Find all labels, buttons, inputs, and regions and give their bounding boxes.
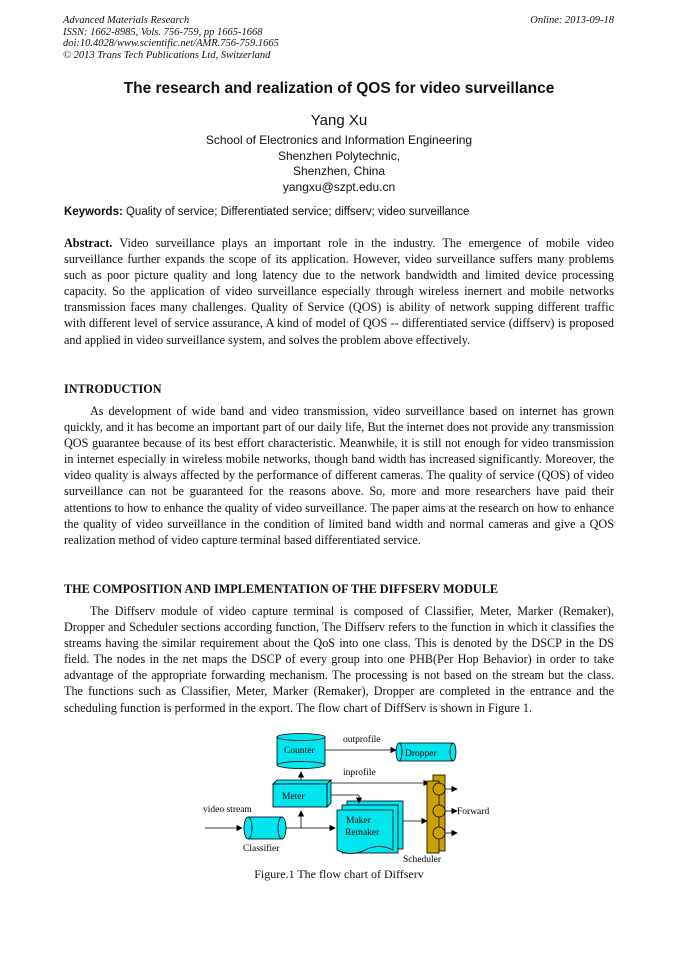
- classifier-label: Classifier: [243, 844, 280, 854]
- issn-line: ISSN: 1662-8985, Vols. 756-759, pp 1665-1668: [63, 26, 263, 38]
- author-email: yangxu@szpt.edu.cn: [282, 179, 396, 194]
- paper-title: The research and realization of QOS for video surveillance: [123, 80, 555, 97]
- maker-label: Maker: [346, 816, 371, 826]
- abstract-text: Video surveillance plays an important role in the industry. The emergence of mobile video surveillance further expands the scope of its application. However, video surveillance suffers many problems such as poor picture quality and long latency due to the network bandwidth and limited device processing capacity. So the application of video surveillance especially through wireless inernert and mobile networks transmission faces many challenges. Quality of Service (QOS) is ability of network supping different traffic with different level of service assurance, A kind of model of QOS -- differentiated service (diffserv) is proposed and applied in video surveillance system, and solves the problem above effectively.: [64, 236, 614, 347]
- copyright-line: © 2013 Trans Tech Publications Ltd, Switzerland: [63, 49, 271, 61]
- keywords: [64, 206, 469, 218]
- remaker-label: Remaker: [345, 828, 380, 838]
- counter-block: [277, 734, 325, 769]
- counter-label: Counter: [284, 746, 315, 756]
- introduction-heading: INTRODUCTION: [64, 382, 162, 396]
- abstract-label: Abstract.: [64, 236, 113, 250]
- journal-header: [63, 15, 279, 61]
- affiliation-line-1: School of Electronics and Information Engineering: [205, 133, 473, 147]
- dropper-label: Dropper: [405, 749, 437, 759]
- meter-block: [273, 780, 331, 807]
- forward-label: Forward: [457, 807, 490, 817]
- journal-name: Advanced Materials Research: [63, 15, 190, 26]
- video-stream-label: video stream: [203, 805, 252, 815]
- author-name: Yang Xu: [310, 112, 368, 129]
- keywords-text: Quality of service; Differentiated service; diffserv; video surveillance: [122, 206, 470, 218]
- scheduler-label: Scheduler: [403, 855, 441, 865]
- composition-heading: THE COMPOSITION AND IMPLEMENTATION OF THE DIFFSERV MODULE: [64, 582, 498, 596]
- affiliation-line-3: Shenzhen, China: [292, 164, 386, 178]
- keywords-label: Keywords:: [64, 206, 123, 218]
- outprofile-label: outprofile: [343, 735, 381, 745]
- figure-caption: Figure.1 The flow chart of Diffserv: [254, 867, 424, 881]
- doi-line: doi:10.4028/www.scientific.net/AMR.756-759.1665: [63, 38, 279, 49]
- inprofile-label: inprofile: [343, 768, 376, 778]
- classifier-block: [244, 817, 286, 839]
- maker-remaker-block: [337, 801, 403, 854]
- online-date: Online: 2013-09-18: [530, 15, 614, 26]
- affiliation: [0, 133, 678, 195]
- diffserv-flow-chart: [195, 733, 505, 868]
- abstract: [64, 235, 614, 348]
- scheduler-block: [427, 775, 445, 853]
- meter-label: Meter: [282, 792, 305, 802]
- introduction-text: As development of wide band and video transmission, video surveillance based on internet has grown quickly, and it has become an important part of our daily life, But the internet does not provide any transmission QOS guarantee because of its best effort characteristic. Meanwhile, it is still not enough for video transmission in internet especially in wireless mobile networks, though band width has increased significantly. Moreover, the video quality is always affected by the performance of different cameras. The quality of service (QOS) of video surveillance can not be guaranteed for the reasons above. So, more and more researchers have paid their attentions to how to enhance the quality of video surveillance. The paper aims at the research on how to enhance the quality of video surveillance in the condition of limited band width and normal cameras and give a QOS realization method of video capture terminal based differentiated service.: [64, 404, 614, 547]
- dropper-block: [396, 743, 456, 761]
- affiliation-line-2: Shenzhen Polytechnic,: [277, 148, 401, 163]
- composition-text: The Diffserv module of video capture terminal is composed of Classifier, Meter, Marker (Remaker), Dropper and Scheduler sections according function, The Diffserv refers to the function in which it classifies the streams having the similar requirement about the QoS into one class. This is denoted by the DSCP in the DS field. The nodes in the net maps the DSCP of every group into one PHB(Per Hop Behavior) in order to take advantage of the appropriate forwarding mechanism. The processing is not based on the stream but the class. The functions such as Classifier, Meter, Marker (Remaker), Dropper are completed in the entrance and the scheduling function is performed in the export. The flow chart of DiffServ is shown in Figure 1.: [64, 604, 614, 715]
